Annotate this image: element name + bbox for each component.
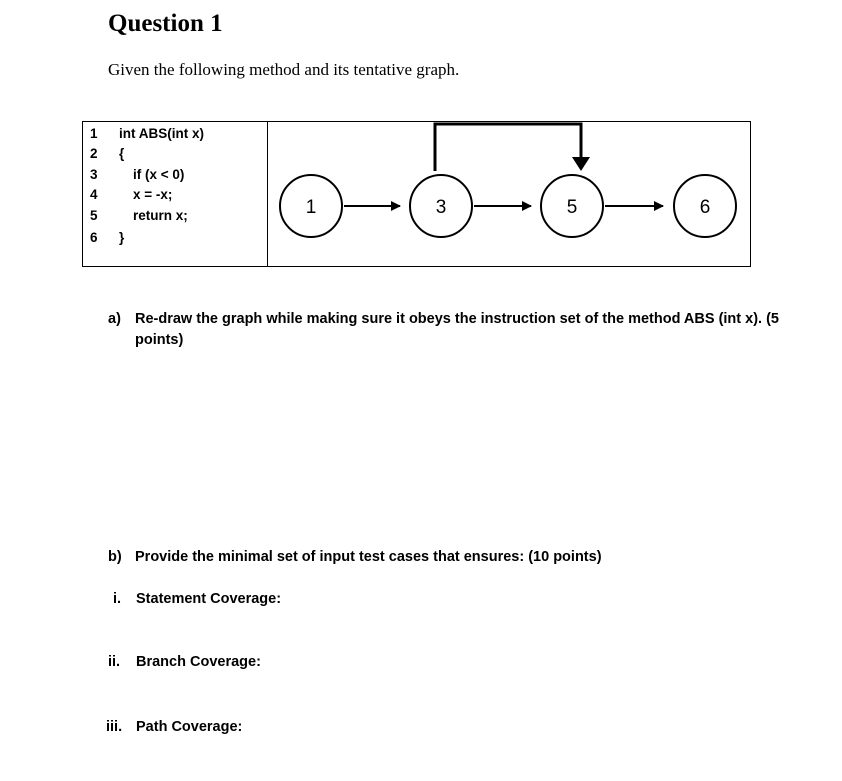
edge-3-5-routed-arrowhead [572,157,590,171]
part-b-text: Provide the minimal set of input test cases that ensures: (10 points) [135,549,602,565]
code-text: return x; [133,208,188,223]
path-coverage-label: Path Coverage: [136,719,243,735]
graph-node [410,175,472,237]
graph-node [280,175,342,237]
branch-coverage-label: Branch Coverage: [136,654,261,670]
part-a [108,311,828,353]
code-text: if (x < 0) [133,167,185,182]
control-flow-graph-panel [268,121,751,267]
question-intro: Given the following method and its tentative graph. [108,60,460,79]
part-iii [106,719,506,741]
line-number: 1 [90,126,98,141]
line-number: 3 [90,167,98,182]
line-number: 2 [90,146,98,161]
edge-3-5-routed [435,124,581,171]
part-marker: i. [113,591,122,607]
line-number: 6 [90,230,98,245]
line-number: 4 [90,187,98,202]
node-label: 5 [566,197,578,218]
part-marker: ii. [108,654,121,670]
part-ii [108,654,508,676]
question-title: Question 1 [108,10,223,37]
code-text: int ABS(int x) [119,126,204,141]
part-i [113,591,513,613]
graph-node [541,175,603,237]
part-a-text: Re-draw the graph while making sure it obeys the instruction set of the method ABS (int x). (5 [135,311,779,327]
control-flow-graph [268,122,751,268]
part-marker: b) [108,549,122,565]
code-listing [82,121,268,267]
part-a-text-cont: points) [135,332,184,348]
part-b [108,549,828,571]
code-text: x = -x; [133,187,173,202]
graph-node [674,175,736,237]
node-label: 6 [699,197,711,218]
line-number: 5 [90,208,98,223]
part-marker: iii. [106,719,123,735]
code-text: } [119,230,125,245]
statement-coverage-label: Statement Coverage: [136,591,282,607]
part-marker: a) [108,311,121,327]
node-label: 3 [435,197,447,218]
code-text: { [119,146,125,161]
node-label: 1 [305,197,317,218]
